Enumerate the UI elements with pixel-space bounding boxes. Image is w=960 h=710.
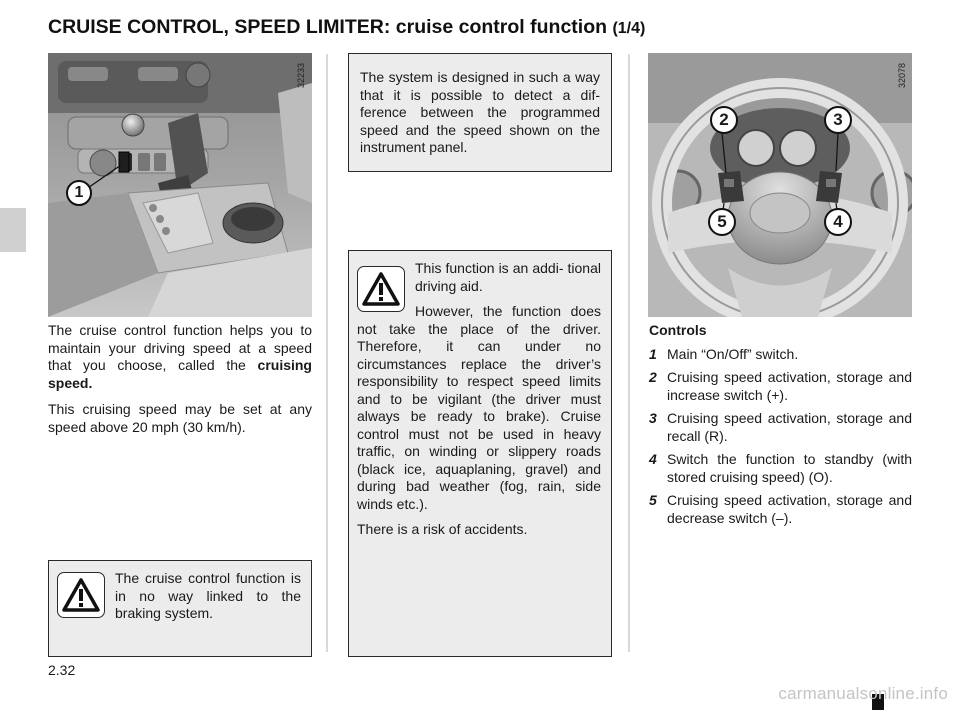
info-note-box	[348, 53, 612, 172]
watermark[interactable]: carmanualsonline.info	[778, 684, 948, 703]
braking-note-box	[48, 560, 312, 657]
warning-paragraph-2: However, the function does not take the place of the driver. Therefore, it can under no circumstances replace the driver’s responsibility to respect speed limits and to be vigilant (the driver must always be ready to brake). Cruise control must not be used in heavy traffic, on winding or slippery roads (black ice, aquaplaning, gravel) and during bad weather (fog, rain, side winds etc.).	[357, 303, 601, 512]
warning-paragraph-1: This function is an addi- tional driving aid.	[415, 260, 601, 294]
callout-2: 2	[710, 106, 738, 134]
controls-heading: Controls	[649, 322, 707, 338]
column-divider-left	[326, 54, 328, 652]
intro-text	[48, 322, 312, 445]
callout-3: 3	[824, 106, 852, 134]
steering-photo-code: 32078	[897, 62, 907, 88]
control-item: 5 Cruising speed activation, storage and decrease switch (–).	[649, 492, 912, 526]
intro-paragraph-2: This cruising speed may be set at any speed above 20 mph (30 km/h).	[48, 401, 312, 435]
section-tab	[0, 208, 26, 252]
control-item: 3 Cruising speed activation, storage and recall (R).	[649, 410, 912, 444]
console-photo-code: 32233	[296, 62, 306, 88]
page-title-part: (1/4)	[612, 20, 646, 37]
cruising-speed-term: cruising speed.	[48, 357, 312, 391]
callout-5: 5	[708, 208, 736, 236]
warning-triangle-icon	[57, 572, 105, 618]
column-divider-right	[628, 54, 630, 652]
steering-wheel-photo	[648, 53, 912, 317]
page-title-main: CRUISE CONTROL, SPEED LIMITER: cruise control function	[48, 16, 608, 38]
intro-paragraph-1: The cruise control function helps you to maintain your driving speed at a speed that you choose, called the cruising speed.	[48, 322, 312, 391]
braking-note-text: The cruise control function is in no way linked to the braking system.	[115, 570, 301, 621]
warning-triangle-icon	[357, 266, 405, 312]
control-item: 2 Cruising speed activation, storage and increase switch (+).	[649, 369, 912, 403]
control-item: 1 Main “On/Off” switch.	[649, 345, 799, 362]
callout-4: 4	[824, 208, 852, 236]
page-number: 2.32	[48, 662, 76, 678]
info-note-text: The system is designed in such a way that it is possible to detect a dif- ference between the programmed speed and the speed shown on the instrument panel.	[360, 69, 600, 155]
warning-paragraph-3: There is a risk of accidents.	[357, 521, 528, 537]
controls-list	[649, 322, 912, 533]
control-item: 4 Switch the function to standby (with stored cruising speed) (O).	[649, 451, 912, 485]
warning-note-box	[348, 250, 612, 657]
callout-1: 1	[66, 180, 92, 206]
page-title	[48, 16, 645, 39]
